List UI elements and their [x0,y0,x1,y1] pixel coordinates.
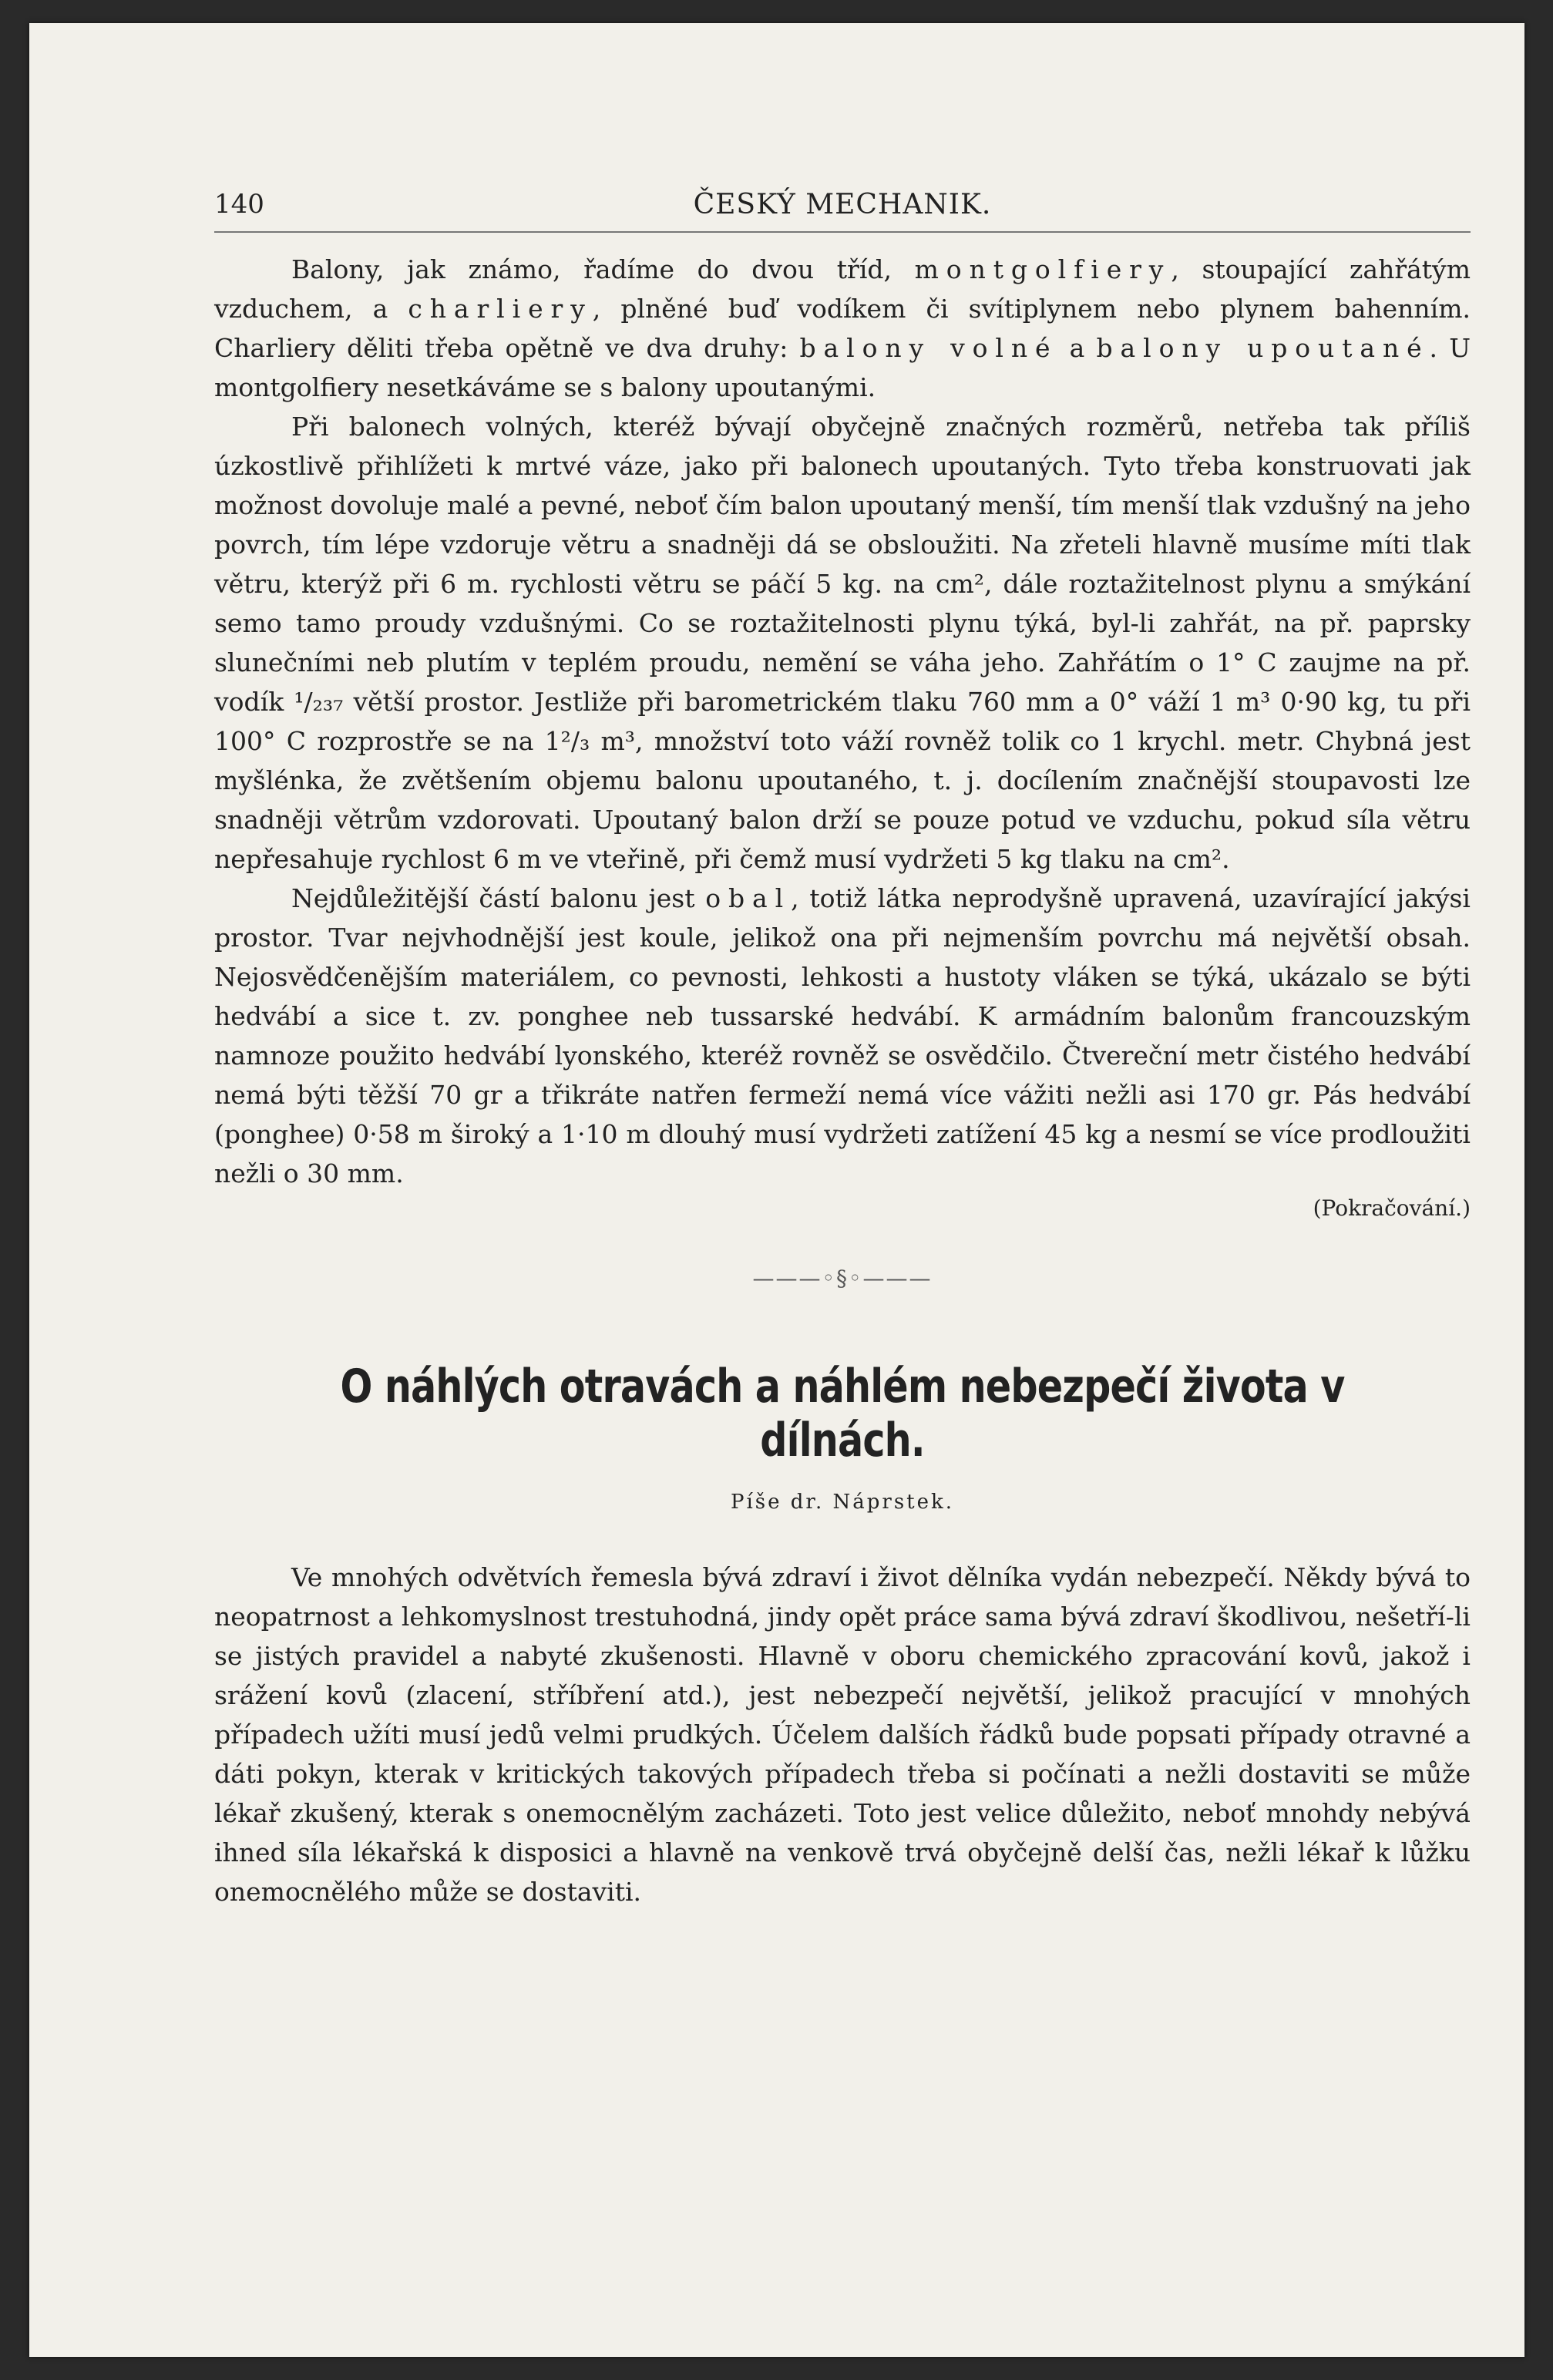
text-run: . U montgolfiery nesetkáváme se s balony upoutanými. [214,333,1471,402]
text-run: a [1057,333,1097,363]
text-run: Balony, jak známo, řadíme do dvou tříd, [291,254,915,284]
article-author: Píše dr. Náprstek. [730,1491,955,1514]
paragraph: Ve mnohých odvětvích řemesla bývá zdraví i život dělníka vydán nebezpečí. Někdy bývá to neopatrnost a lehkomyslnost trestuhodná, jindy opět práce sama bývá zdraví škodlivou, nešetří-li se jistých pravidel a nabyté zkušenosti. Hlavně v oboru chemického zpracování kovů, jakož i srážení kovů (zlacení, stříbření atd.), jest nebezpečí největší, jelikož pracující v mnohých případech užíti musí jedů velmi prudkých. Účelem dalších řádků bude popsati případy otravné a dáti pokyn, kterak v kritických takových případech třeba si počínati a nežli dostaviti se může lékař zkušený, kterak s onemocnělým zacházeti. Toto jest velice důležito, neboť mnohdy nebývá ihned síla lékařská k disposici a hlavně na venkově trvá obyčejně delší čas, nežli lékař k lůžku onemocnělého může se dostaviti. [214,1562,1471,1907]
spaced-term: obal [705,883,792,913]
article-title: O náhlých otravách a náhlém nebezpečí života v dílnách. [340,1360,1345,1467]
spaced-term: montgolfiery [914,254,1171,284]
text-run: , totiž látka neprodyšně upravená, uzavírající jakýsi prostor. Tvar nejvhodnější jest koule, jelikož ona při nejmenším povrchu má největší obsah. Nejosvědčenějším materiálem, co pevnosti, lehkosti a hustoty vláken se týká, ukázalo se býti hedvábí a sice t. zv. ponghee neb tussarské hedvábí. K armádním balonům francouzským namnoze použito hedvábí lyonského, kteréž rovněž se osvědčilo. Čtvereční metr čistého hedvábí nemá býti těžší 70 gr a třikráte natřen fermeží nemá více vážiti nežli asi 170 gr. Pás hedvábí (ponghee) 0·58 m široký a 1·10 m dlouhý musí vydržeti zatížení 45 kg a nesmí se více prodloužiti nežli o 30 mm. [214,883,1471,1188]
page-content [214,185,1471,1911]
page-header [214,185,1471,228]
text-run: , plněné buď vodíkem či svítiplynem nebo plynem bahenním. Charliery děliti třeba opětně ve dva druhy: [214,294,1471,363]
spaced-term: charliery [408,294,593,324]
journal-title: ČESKÝ MECHANIK. [693,189,992,220]
section-ornament: ———◦§◦——— [752,1266,933,1291]
spaced-term: balony volné [799,333,1058,363]
continued-note: (Pokračování.) [1313,1195,1471,1221]
spaced-term: balony upoutané [1096,333,1430,363]
page-number: 140 [214,189,264,220]
paragraph [214,879,1471,1193]
text-run: , stoupající zahřátým vzduchem, a [214,254,1471,324]
paragraph: Při balonech volných, kteréž bývají obyčejně značných rozměrů, netřeba tak příliš úzkostlivě přihlížeti k mrtvé váze, jako při balonech upoutaných. Tyto třeba konstruovati jak možnost dovoluje malé a pevné, neboť čím balon upoutaný menší, tím menší tlak vzdušný na jeho povrch, tím lépe vzdoruje větru a snadněji dá se obsloužiti. Na zřeteli hlavně musíme míti tlak větru, kterýž při 6 m. rychlosti větru se páčí 5 kg. na cm², dále roztažitelnost plynu a smýkání semo tamo proudy vzdušnými. Co se roztažitelnosti plynu týká, byl-li zahřát, na př. paprsky slunečními neb plutím v teplém proudu, nemění se váha jeho. Zahřátím o 1° C zaujme na př. vodík ¹/₂₃₇ větší prostor. Jestliže při barometrickém tlaku 760 mm a 0° váží 1 m³ 0·90 kg, tu při 100° C rozprostře se na 1²/₃ m³, množství toto váží rovněž tolik co 1 krychl. metr. Chybná jest myšlénka, že zvětšením objemu balonu upoutaného, t. j. docílením značnější stoupavosti lze snadněji větrům vzdorovati. Upoutaný balon drží se pouze potud ve vzduchu, pokud síla větru nepřesahuje rychlost 6 m ve vteřině, při čemž musí vydržeti 5 kg tlaku na cm². [214,412,1471,874]
header-rule [214,231,1471,233]
paragraph [214,250,1471,407]
text-run: Nejdůležitější částí balonu jest [291,883,706,913]
scanned-page [29,23,1524,2357]
